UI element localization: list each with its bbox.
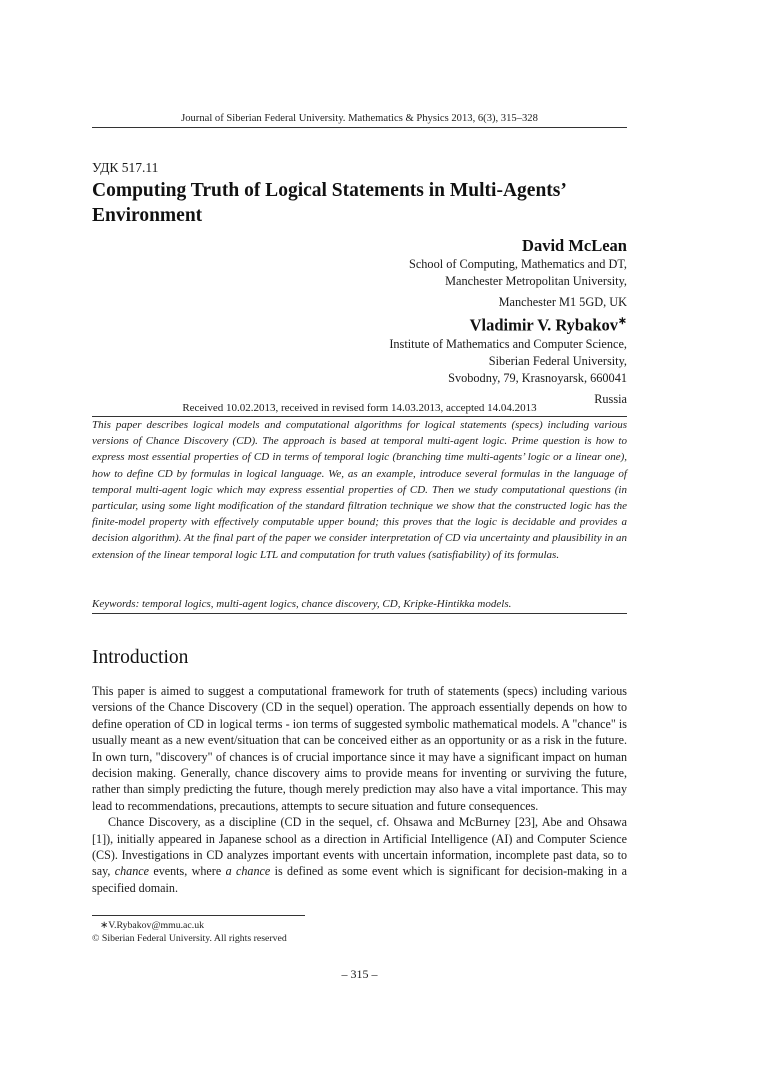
abstract: This paper describes logical models and computational algorithms for logical statements (specs) including various versions of Chance Discovery (CD). The approach is based at temporal multi-agent logic. Prime question is how to express most essential properties of CD in terms of temporal logic (branching time multi-agents’ logic or a linear one), how to define CD by formulas in logical language. We, as an example, introduce several formulas in the language of temporal multi-agent logic which may express essential properties of CD. Then we study computational questions (in particular, using some light modification of the standard filtration technique we show that the constructed logic has the finite-model property with effectively computable upper bound; this proves that the logic is decidable and provides a decision algorithm). At the final part of the paper we consider interpretation of CD via uncertainty and plausibility in an extension of the linear temporal logic LTL and computation for truth values (satisfiability) of its formulas. [92,419,627,561]
introduction-body [92,683,627,896]
footnote-rule [92,915,305,916]
author-2-affiliation-line: Svobodny, 79, Krasnoyarsk, 660041 [448,370,627,385]
paper-title: Computing Truth of Logical Statements in Multi-Agents’ Environment [92,180,566,226]
received-dates: Received 10.02.2013, received in revised form 14.03.2013, accepted 14.04.2013 [182,402,537,414]
author-name-2: Vladimir V. Rybakov∗ [469,315,627,335]
author-2-affiliation-line: Institute of Mathematics and Computer Science, [389,336,627,351]
author-1-affiliation-line: Manchester Metropolitan University, [445,274,627,288]
footnote-email-link[interactable]: ∗V.Rybakov@mmu.ac.uk [100,920,205,931]
header-rule [92,127,627,128]
corresponding-author-marker: ∗ [618,315,627,327]
author-2-affiliation-line: Siberian Federal University, [488,353,627,368]
page-number: – 315 – [341,967,378,981]
running-head: Journal of Siberian Federal University. Mathematics & Physics 2013, 6(3), 315–328 [181,113,538,124]
section-heading-introduction: Introduction [92,647,189,668]
author-1-affiliation-line: School of Computing, Mathematics and DT, [408,257,627,271]
footnotes [92,919,287,945]
author-1-affiliation-line: Manchester M1 5GD, UK [498,295,627,309]
author-2-affiliation-line: Russia [594,391,627,406]
introduction-paragraph-2: Chance Discovery, as a discipline (CD in the sequel, cf. Ohsawa and McBurney [23], Abe and Ohsawa [1]), initially appeared in Japanese school as a direction in Artificial Intelligence (AI) and Computer Science (CS). Investigations in CD analyzes important events with uncertain information, incomplete past data, so to say, chance events, where a chance is defined as some event which is significant for decision-making in a specified domain. [92,815,627,895]
keywords: Keywords: temporal logics, multi-agent logics, chance discovery, CD, Kripke-Hintikka models. [92,598,512,610]
udk-code: УДК 517.11 [92,160,159,175]
introduction-paragraph-1: This paper is aimed to suggest a computational framework for truth of statements (specs) including various versions of the Chance Discovery (CD in the sequel) operation. The approach essentially depends on how to define operation of CD in logical terms - ion terms of suggested symbolic mathematical models. A "chance" is usually meant as a new event/situation that can be conceived either as an opportunity or as a risk in the future. In own turn, "discovery" of chances is of crucial importance since it may have a significant impact on human decision making. Generally, chance discovery aims to provide means for inventing or surviving the future, rather than simply predicting the future, though merely prediction may also have a vital importance. This may lead to recommendations, precautions, attempts to secure situation and future consequences. [92,684,627,813]
abstract-bottom-rule [92,613,627,614]
author-block [389,236,627,408]
footnote-copyright: © Siberian Federal University. All rights reserved [92,933,287,944]
author-name-1: David McLean [522,236,627,255]
